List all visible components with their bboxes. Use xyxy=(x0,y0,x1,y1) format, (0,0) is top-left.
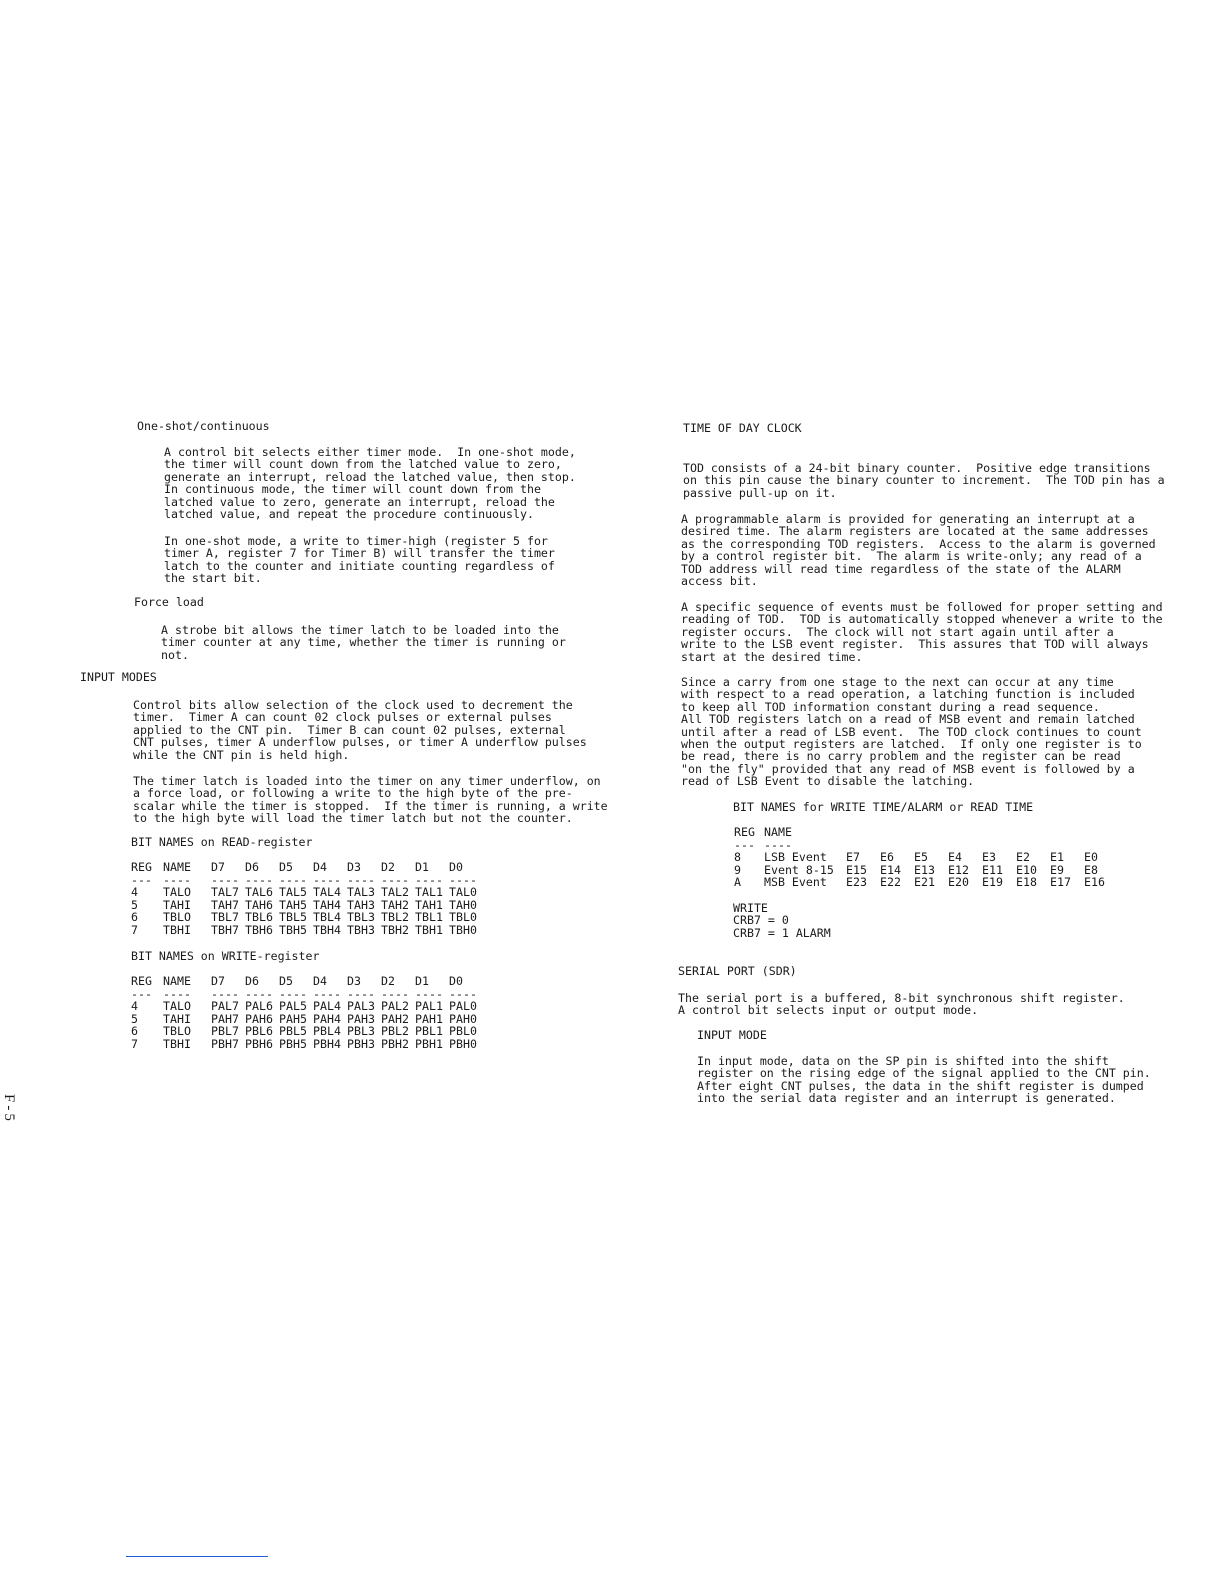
table-cell: E7 xyxy=(846,850,860,865)
table-cell: E23 xyxy=(846,875,867,890)
table-cell: PBH3 xyxy=(347,1036,375,1051)
table-cell: ---- xyxy=(347,872,375,887)
table-cell: D6 xyxy=(245,860,259,874)
table-cell: ---- xyxy=(381,986,409,1001)
table-cell: ---- xyxy=(347,986,375,1001)
table-cell: E0 xyxy=(1084,850,1098,865)
read-register-table-title: BIT NAMES on READ-register xyxy=(131,835,313,849)
table-cell: TAL0 xyxy=(449,885,477,900)
table-cell: ---- xyxy=(415,986,443,1001)
table-cell: PBL5 xyxy=(279,1024,307,1039)
table-cell: E12 xyxy=(948,862,969,877)
table-cell: ---- xyxy=(163,872,191,887)
table-cell: TAH4 xyxy=(313,897,341,912)
table-cell: PAH2 xyxy=(381,1011,409,1026)
table-cell: 8 xyxy=(734,850,741,865)
table-cell: D2 xyxy=(381,974,395,988)
table-cell: TAHI xyxy=(163,1011,191,1026)
table-cell: PBL1 xyxy=(415,1024,443,1039)
table-cell: REG xyxy=(734,825,755,839)
table-cell: D4 xyxy=(313,860,327,874)
table-cell: PBH7 xyxy=(211,1036,239,1051)
table-cell: 4 xyxy=(131,999,138,1014)
input-modes-paragraph-2: The timer latch is loaded into the timer on any timer underflow, on a force load, or following a write to the high byte of the pre- scalar while the timer is stopped. If the timer is running, a write to the high byte will load the timer latch but not the counter. xyxy=(133,774,608,826)
table-cell: D2 xyxy=(381,860,395,874)
table-cell: PAH7 xyxy=(211,1011,239,1026)
table-cell: TBH6 xyxy=(245,922,273,937)
table-cell: TBH4 xyxy=(313,922,341,937)
table-cell: TAH2 xyxy=(381,897,409,912)
table-cell: ---- xyxy=(245,986,273,1001)
table-cell: TAH1 xyxy=(415,897,443,912)
table-cell: E21 xyxy=(914,875,935,890)
one-shot-paragraph-1: A control bit selects either timer mode. In one-shot mode, the timer will count down from the latched value to zero, generate an interrupt, reload the latched value, then stop. In continuous mode, the timer will count down from the latched value to zero, generate an interrupt, reload the latched value, and repeat the procedure continuously. xyxy=(164,445,576,522)
one-shot-heading: One-shot/continuous xyxy=(137,419,270,433)
table-cell: PAH3 xyxy=(347,1011,375,1026)
table-cell: TAL4 xyxy=(313,885,341,900)
table-cell: ---- xyxy=(313,872,341,887)
tod-paragraph-4: Since a carry from one stage to the next can occur at any time with respect to a read operation, a latching function is included to keep all TOD information constant during a read sequence. All TOD registers latch on a read of MSB event and remain latched until after a read of LSB event. The TOD clock continues to count when the output registers are latched. If only one register is to be read, there is no carry problem and the register can be read "on the fly" provided that any read of MSB event is followed by a read of LSB Event to disable the latching. xyxy=(681,675,1142,789)
footer-rule xyxy=(126,1556,268,1557)
table-cell: LSB Event xyxy=(764,850,827,865)
table-cell: TBL2 xyxy=(381,910,409,925)
table-cell: TBH1 xyxy=(415,922,443,937)
table-cell: 6 xyxy=(131,910,138,925)
table-cell: E1 xyxy=(1050,850,1064,865)
table-cell: --- xyxy=(734,837,755,852)
table-cell: PAL3 xyxy=(347,999,375,1014)
table-cell: E14 xyxy=(880,862,901,877)
table-cell: E13 xyxy=(914,862,935,877)
table-cell: ---- xyxy=(211,872,239,887)
table-cell: TAL7 xyxy=(211,885,239,900)
table-cell: PAL0 xyxy=(449,999,477,1014)
table-cell: TBH0 xyxy=(449,922,477,937)
table-cell: PBH6 xyxy=(245,1036,273,1051)
tod-table-title: BIT NAMES for WRITE TIME/ALARM or READ TIME xyxy=(733,800,1034,814)
force-load-paragraph: A strobe bit allows the timer latch to be loaded into the timer counter at any time, whether the timer is running or not. xyxy=(161,623,566,662)
table-cell: D3 xyxy=(347,974,361,988)
table-cell: TBL6 xyxy=(245,910,273,925)
table-cell: 7 xyxy=(131,922,138,937)
table-cell: TAH7 xyxy=(211,897,239,912)
table-cell: PAL5 xyxy=(279,999,307,1014)
table-cell: PAH1 xyxy=(415,1011,443,1026)
table-cell: TAL1 xyxy=(415,885,443,900)
force-load-heading: Force load xyxy=(134,595,204,609)
table-cell: PBH4 xyxy=(313,1036,341,1051)
table-cell: TALO xyxy=(163,885,191,900)
table-cell: PBL6 xyxy=(245,1024,273,1039)
table-cell: 5 xyxy=(131,897,138,912)
table-cell: NAME xyxy=(764,825,792,839)
table-cell: ---- xyxy=(279,872,307,887)
tod-heading: TIME OF DAY CLOCK xyxy=(683,421,802,435)
table-cell: D6 xyxy=(245,974,259,988)
table-cell: E15 xyxy=(846,862,867,877)
table-cell: TBL5 xyxy=(279,910,307,925)
table-cell: PBH5 xyxy=(279,1036,307,1051)
table-cell: 7 xyxy=(131,1036,138,1051)
tod-paragraph-2: A programmable alarm is provided for generating an interrupt at a desired time. The alarm registers are located at the same addresses as the corresponding TOD registers. Access to the alarm is governed by a control register bit. The alarm is write-only; any read of a TOD address will read time regardless of the state of the ALARM access bit. xyxy=(681,512,1156,589)
table-cell: E19 xyxy=(982,875,1003,890)
table-cell: ---- xyxy=(381,872,409,887)
table-cell: TAH3 xyxy=(347,897,375,912)
table-cell: D0 xyxy=(449,974,463,988)
table-cell: PAL2 xyxy=(381,999,409,1014)
table-cell: TBH7 xyxy=(211,922,239,937)
table-cell: 5 xyxy=(131,1011,138,1026)
table-cell: D4 xyxy=(313,974,327,988)
table-cell: D0 xyxy=(449,860,463,874)
table-cell: PAL7 xyxy=(211,999,239,1014)
table-cell: PAH6 xyxy=(245,1011,273,1026)
table-cell: NAME xyxy=(163,860,191,874)
table-cell: NAME xyxy=(163,974,191,988)
table-cell: E6 xyxy=(880,850,894,865)
table-cell: E4 xyxy=(948,850,962,865)
table-cell: TBH2 xyxy=(381,922,409,937)
table-cell: E17 xyxy=(1050,875,1071,890)
table-cell: 6 xyxy=(131,1024,138,1039)
tod-paragraph-1: TOD consists of a 24-bit binary counter. Positive edge transitions on this pin cause the binary counter to increment. The TOD pin has a passive pull-up on it. xyxy=(683,461,1165,500)
sdr-heading: SERIAL PORT (SDR) xyxy=(678,964,797,978)
table-cell: ---- xyxy=(415,872,443,887)
table-cell: E10 xyxy=(1016,862,1037,877)
table-cell: ---- xyxy=(279,986,307,1001)
table-cell: TBH3 xyxy=(347,922,375,937)
table-cell: ---- xyxy=(449,986,477,1001)
table-cell: TAH6 xyxy=(245,897,273,912)
table-cell: ---- xyxy=(764,837,792,852)
table-cell: PBH1 xyxy=(415,1036,443,1051)
write-register-table-title: BIT NAMES on WRITE-register xyxy=(131,949,320,963)
table-cell: TAHI xyxy=(163,897,191,912)
table-cell: TBLO xyxy=(163,910,191,925)
table-cell: PAH5 xyxy=(279,1011,307,1026)
input-mode-heading: INPUT MODE xyxy=(697,1028,767,1042)
table-cell: PBL0 xyxy=(449,1024,477,1039)
table-cell: ---- xyxy=(211,986,239,1001)
tod-paragraph-3: A specific sequence of events must be followed for proper setting and reading of TOD. TOD is automatically stopped whenever a write to the register occurs. The clock will not start again until after a write to the LSB event register. This assures that TOD will always start at the desired time. xyxy=(681,600,1163,664)
table-cell: 9 xyxy=(734,862,741,877)
table-cell: REG xyxy=(131,860,152,874)
table-cell: MSB Event xyxy=(764,875,827,890)
table-cell: E3 xyxy=(982,850,996,865)
table-cell: E8 xyxy=(1084,862,1098,877)
table-cell: PBL4 xyxy=(313,1024,341,1039)
table-cell: ---- xyxy=(163,986,191,1001)
table-cell: TBH5 xyxy=(279,922,307,937)
table-cell: D1 xyxy=(415,860,429,874)
table-cell: D3 xyxy=(347,860,361,874)
table-cell: PAL6 xyxy=(245,999,273,1014)
table-cell: TAL6 xyxy=(245,885,273,900)
table-cell: TAL5 xyxy=(279,885,307,900)
table-cell: --- xyxy=(131,872,152,887)
table-cell: --- xyxy=(131,986,152,1001)
table-cell: A xyxy=(734,875,741,890)
table-cell: 4 xyxy=(131,885,138,900)
table-cell: TBL4 xyxy=(313,910,341,925)
table-cell: E18 xyxy=(1016,875,1037,890)
table-cell: D5 xyxy=(279,860,293,874)
table-cell: PAH0 xyxy=(449,1011,477,1026)
table-cell: PAL4 xyxy=(313,999,341,1014)
table-cell: D7 xyxy=(211,974,225,988)
table-cell: ---- xyxy=(245,872,273,887)
sdr-paragraph: The serial port is a buffered, 8-bit synchronous shift register. A control bit selects input or output mode. xyxy=(678,991,1125,1018)
page-number-label: F-5 xyxy=(1,1094,17,1124)
input-mode-paragraph: In input mode, data on the SP pin is shifted into the shift register on the rising edge of the signal applied to the CNT pin. After eight CNT pulses, the data in the shift register is dumped into the serial data register and an interrupt is generated. xyxy=(697,1054,1151,1106)
table-cell: TAH5 xyxy=(279,897,307,912)
table-cell: TBL1 xyxy=(415,910,443,925)
table-cell: Event 8-15 xyxy=(764,862,834,877)
table-cell: REG xyxy=(131,974,152,988)
table-cell: PBH0 xyxy=(449,1036,477,1051)
table-cell: PBH2 xyxy=(381,1036,409,1051)
table-cell: D5 xyxy=(279,974,293,988)
one-shot-paragraph-2: In one-shot mode, a write to timer-high (register 5 for timer A, register 7 for Timer B) will transfer the timer latch to the counter and initiate counting regardless of the start bit. xyxy=(164,534,555,586)
table-cell: E5 xyxy=(914,850,928,865)
table-cell: TALO xyxy=(163,999,191,1014)
table-cell: E20 xyxy=(948,875,969,890)
table-cell: TBL0 xyxy=(449,910,477,925)
table-cell: E9 xyxy=(1050,862,1064,877)
write-note: WRITE CRB7 = 0 CRB7 = 1 ALARM xyxy=(733,901,831,940)
table-cell: TBL3 xyxy=(347,910,375,925)
table-cell: TAL3 xyxy=(347,885,375,900)
table-cell: PBL3 xyxy=(347,1024,375,1039)
table-cell: D1 xyxy=(415,974,429,988)
input-modes-paragraph-1: Control bits allow selection of the clock used to decrement the timer. Timer A can count 02 clock pulses or external pulses applied to the CNT pin. Timer B can count 02 pulses, external CNT pulses, timer A underflow pulses, or timer A underflow pulses while the CNT pin is held high. xyxy=(133,698,587,762)
table-cell: PAH4 xyxy=(313,1011,341,1026)
table-cell: E11 xyxy=(982,862,1003,877)
table-cell: TAH0 xyxy=(449,897,477,912)
table-cell: PAL1 xyxy=(415,999,443,1014)
input-modes-heading: INPUT MODES xyxy=(80,670,157,684)
table-cell: PBL2 xyxy=(381,1024,409,1039)
table-cell: TAL2 xyxy=(381,885,409,900)
table-cell: E16 xyxy=(1084,875,1105,890)
table-cell: ---- xyxy=(313,986,341,1001)
table-cell: TBHI xyxy=(163,922,191,937)
table-cell: TBLO xyxy=(163,1024,191,1039)
table-cell: TBL7 xyxy=(211,910,239,925)
table-cell: ---- xyxy=(449,872,477,887)
table-cell: PBL7 xyxy=(211,1024,239,1039)
table-cell: TBHI xyxy=(163,1036,191,1051)
table-cell: E2 xyxy=(1016,850,1030,865)
table-cell: D7 xyxy=(211,860,225,874)
table-cell: E22 xyxy=(880,875,901,890)
